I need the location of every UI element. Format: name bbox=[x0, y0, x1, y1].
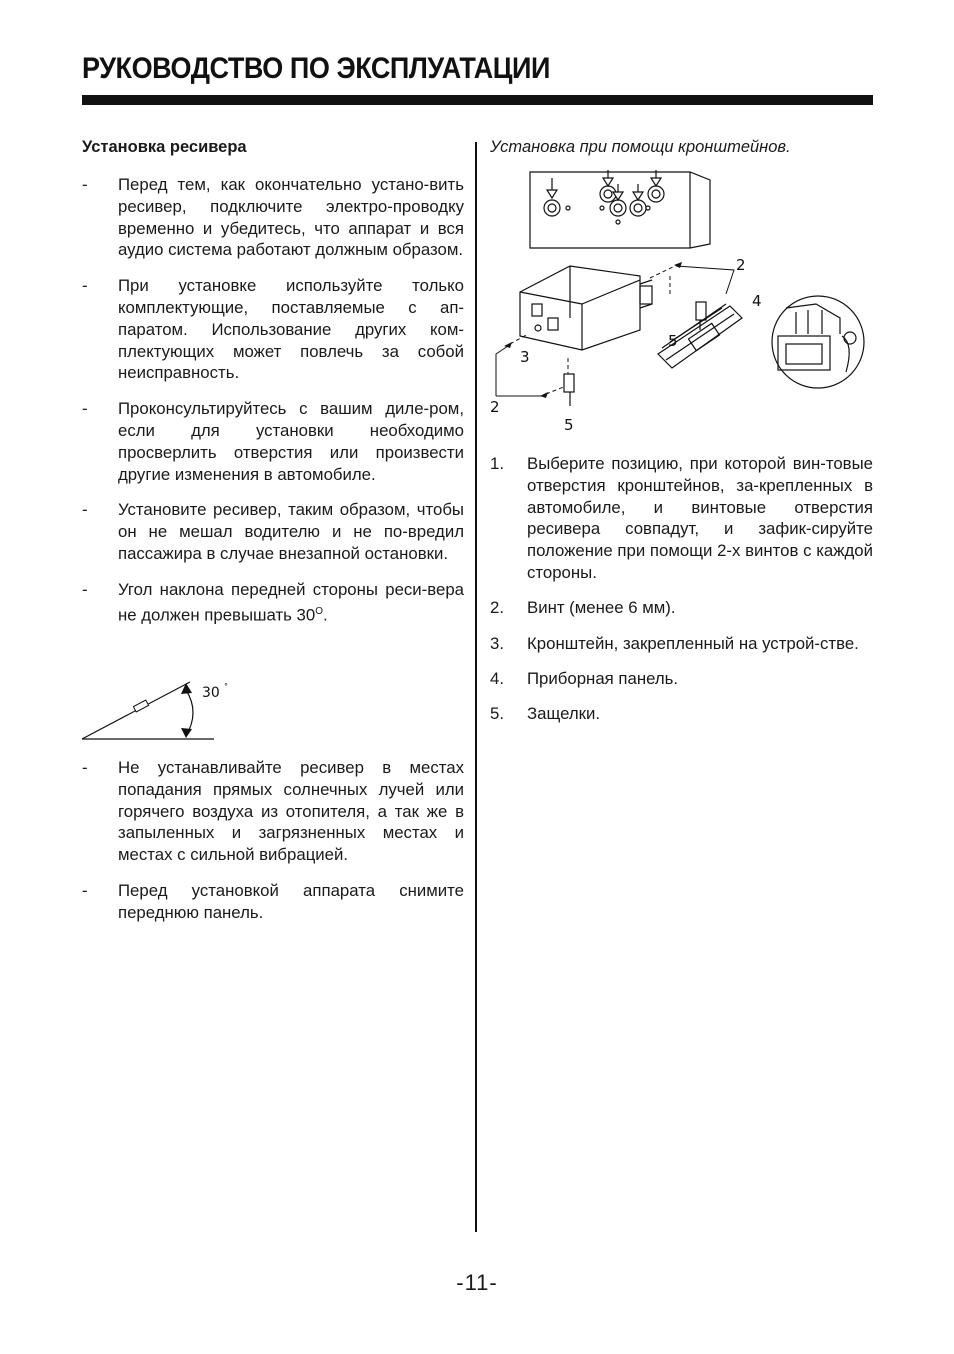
item-number: 5. bbox=[490, 704, 504, 724]
bullet-dash: - bbox=[82, 880, 88, 900]
item-text: Приборная панель. bbox=[527, 668, 679, 688]
item-number: 3. bbox=[490, 633, 504, 653]
bullet-text: Перед установкой аппарата снимите переднюю панель. bbox=[118, 880, 464, 922]
list-item bbox=[82, 398, 464, 485]
list-item bbox=[82, 499, 464, 564]
item-text: Выберите позицию, при которой вин-товые отверстия кронштейнов, за-крепленных в автомобиле, и винтовые отверстия ресивера совпадут, и зафик-сируйте положение при помощи 2-х винтов с каждой стороны. bbox=[527, 454, 873, 582]
title-rule bbox=[82, 95, 873, 105]
callout-2-top: 2 bbox=[736, 256, 746, 274]
list-item bbox=[490, 597, 873, 619]
callout-3: 3 bbox=[520, 348, 530, 366]
bullet-dash: - bbox=[82, 758, 88, 777]
bullet-text: При установке используйте только комплектующие, поставляемые с ап-паратом. Использование других ком-плектующих может повлечь за собой неисправность. bbox=[118, 276, 464, 383]
bullet-dash: - bbox=[82, 500, 88, 520]
detail-inset bbox=[772, 296, 864, 388]
bullet-dash: - bbox=[82, 276, 88, 296]
degree-sup: O bbox=[315, 605, 323, 617]
angle-label: 30 bbox=[202, 685, 220, 701]
bullet-text: Проконсультируйтесь с вашим диле-ром, если для установки необходимо просверлить отверстия или произвести другие изменения в автомобиле. bbox=[118, 399, 464, 484]
angle-degree: ° bbox=[224, 682, 228, 691]
section-heading: Установка ресивера bbox=[82, 138, 247, 156]
callout-5-bottom: 5 bbox=[564, 416, 574, 434]
bullet-text: Установите ресивер, таким образом, чтобы он не мешал водителю и не по-вредил пассажира в случае внезапной остановки. bbox=[118, 500, 464, 563]
list-item bbox=[490, 668, 873, 690]
list-item bbox=[490, 703, 873, 725]
page-number: -11- bbox=[456, 1270, 498, 1295]
list-item bbox=[82, 275, 464, 384]
list-item bbox=[82, 757, 464, 866]
bullet-dash: - bbox=[82, 579, 88, 599]
bullet-text: Перед тем, как окончательно устано-вить ресивер, подключите электро-проводку временно и убедитесь, что аппарат и вся аудио система работают должным образом. bbox=[118, 175, 464, 260]
page-title: РУКОВОДСТВО ПО ЭКСПЛУАТАЦИИ bbox=[82, 52, 550, 85]
list-item bbox=[82, 174, 464, 261]
left-column-continued bbox=[82, 757, 464, 938]
list-item bbox=[82, 880, 464, 924]
bullet-text: Не устанавливайте ресивер в местах попадания прямых солнечных лучей или горячего воздуха из отопителя, а так же в запыленных и загрязненных местах и местах с сильной вибрацией. bbox=[118, 758, 464, 865]
bullet-tail: . bbox=[323, 605, 328, 625]
numbered-list bbox=[490, 453, 873, 738]
bullet-dash: - bbox=[82, 175, 88, 194]
item-text: Защелки. bbox=[527, 704, 601, 724]
left-column bbox=[82, 136, 464, 640]
item-text: Винт (менее 6 мм). bbox=[527, 598, 676, 618]
right-column bbox=[490, 136, 873, 158]
item-number: 1. bbox=[490, 454, 504, 473]
item-text: Кронштейн, закрепленный на устрой-стве. bbox=[527, 633, 859, 653]
list-item bbox=[490, 453, 873, 584]
screws bbox=[504, 262, 682, 398]
list-item bbox=[490, 633, 873, 655]
list-item bbox=[82, 579, 464, 626]
bracket-installation-diagram bbox=[490, 168, 873, 438]
item-number: 4. bbox=[490, 668, 504, 688]
callout-4: 4 bbox=[752, 292, 762, 310]
rear-panel bbox=[530, 170, 710, 248]
column-divider bbox=[475, 142, 477, 1232]
callout-2-bottom: 2 bbox=[490, 398, 500, 416]
mounting-angle-diagram bbox=[82, 676, 228, 746]
latch-clips bbox=[564, 302, 706, 406]
bullet-dash: - bbox=[82, 399, 88, 419]
receiver-chassis bbox=[520, 266, 652, 350]
bullet-text: Угол наклона передней стороны реси-вера не должен превышать 30 bbox=[118, 579, 464, 625]
callout-5-top: 5 bbox=[668, 332, 678, 350]
figure-caption: Установка при помощи кронштейнов. bbox=[490, 138, 791, 156]
item-number: 2. bbox=[490, 598, 504, 618]
